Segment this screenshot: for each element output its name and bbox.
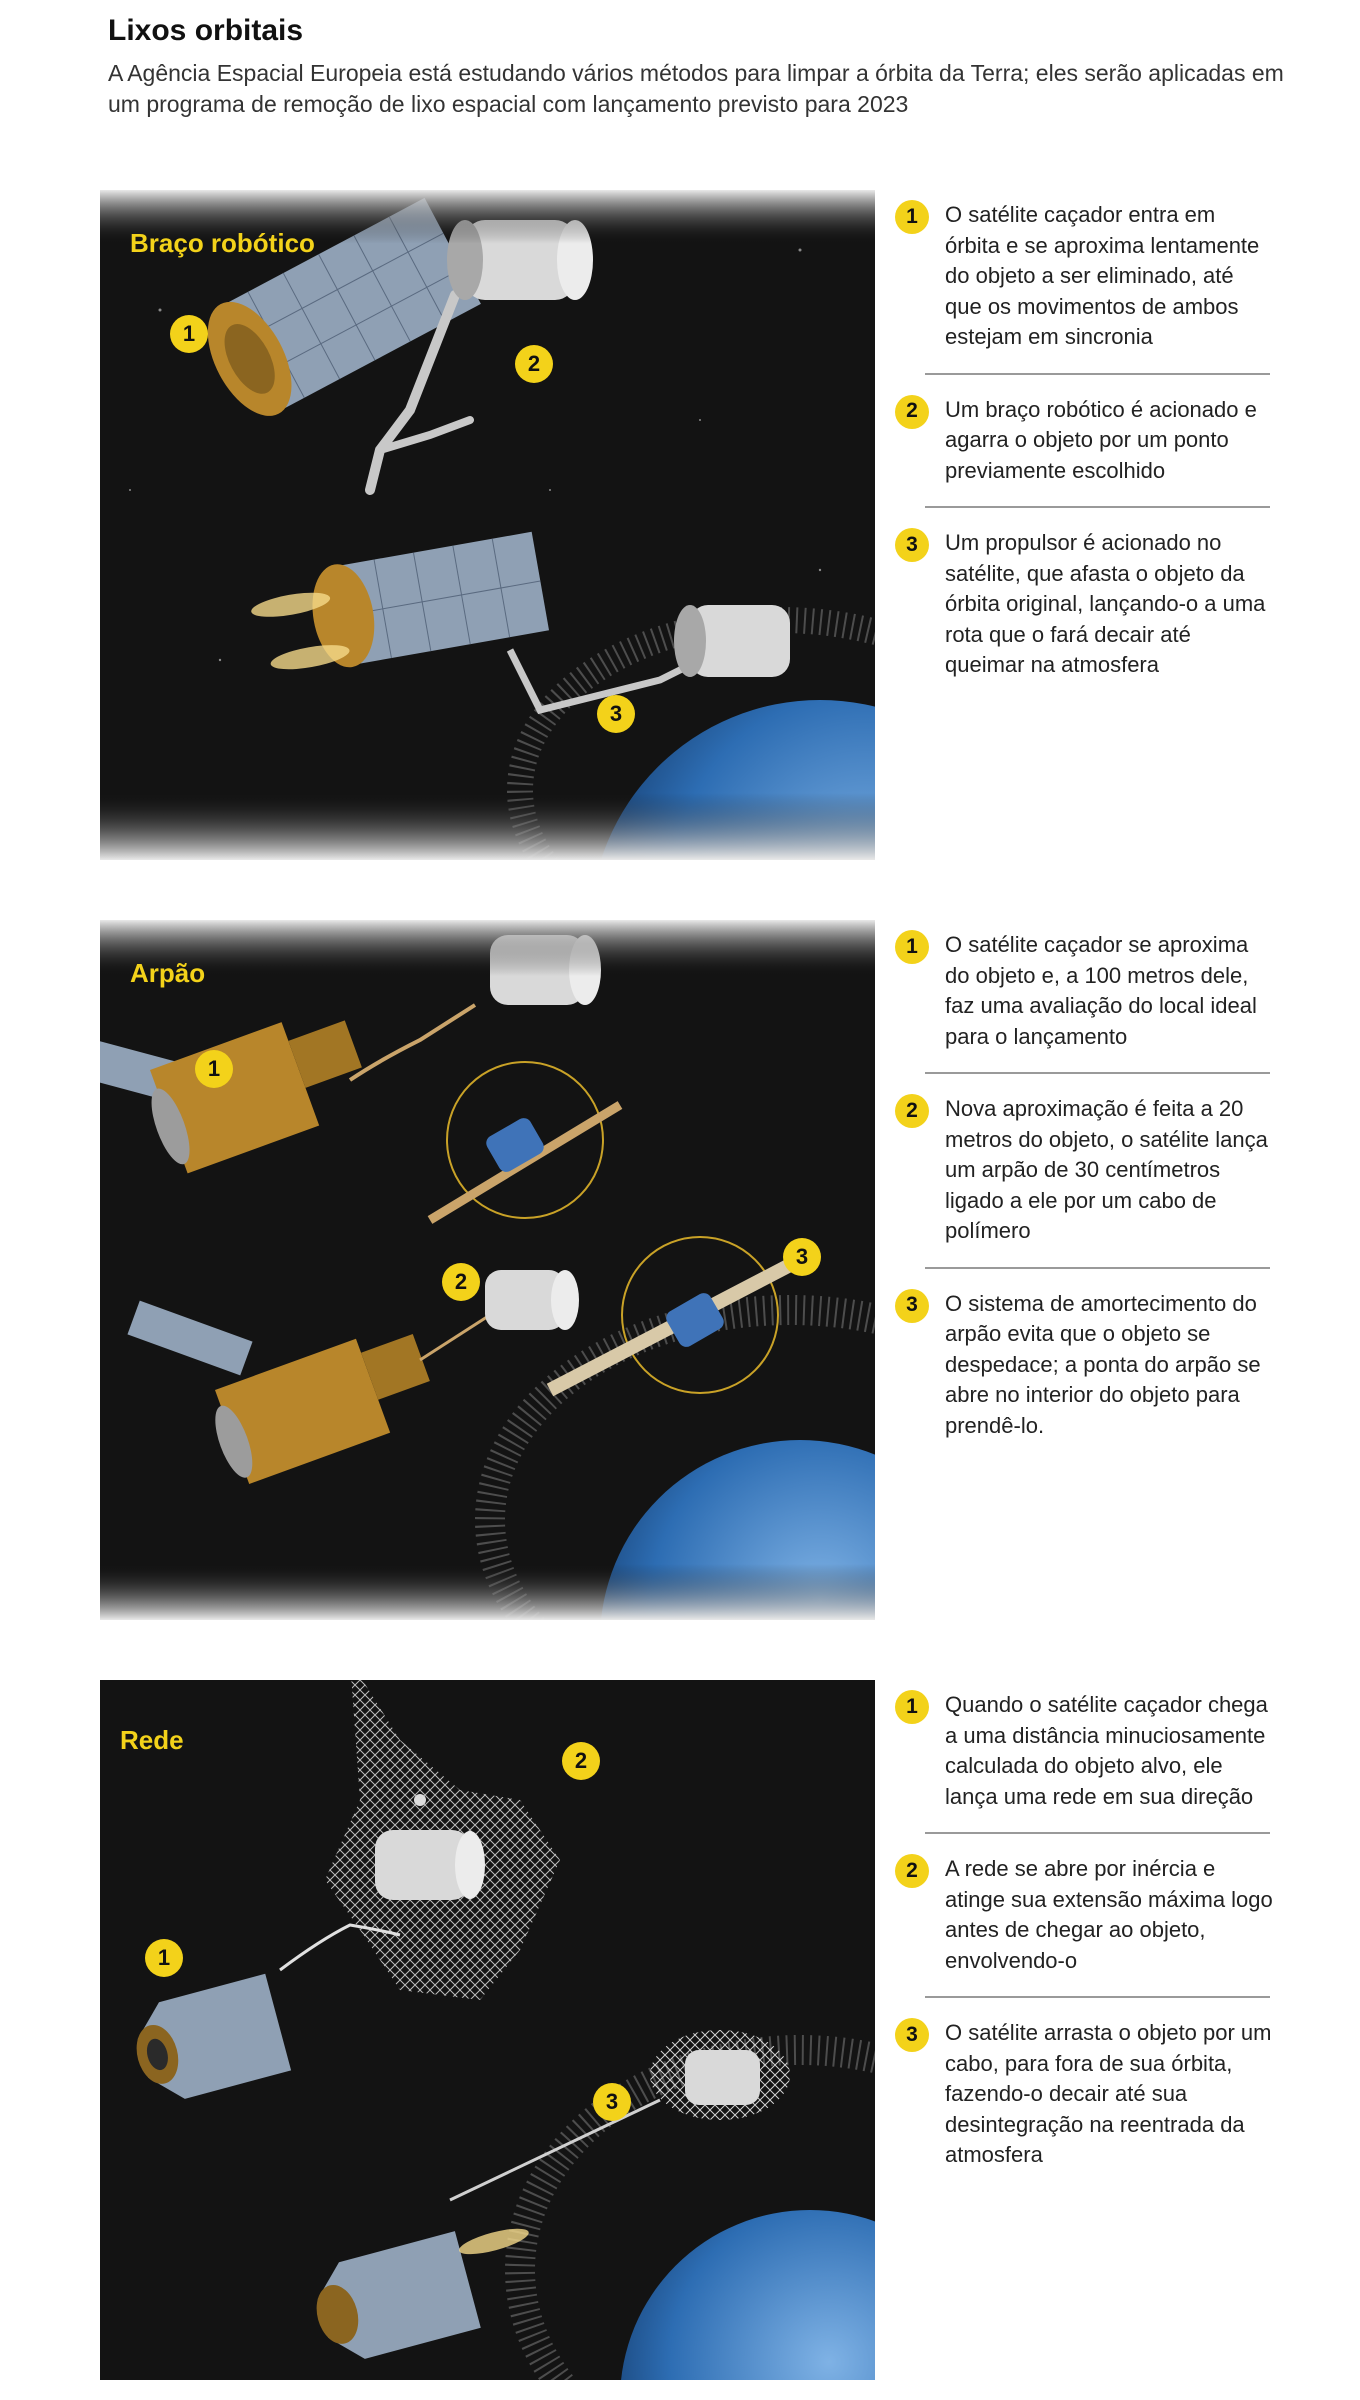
step-text: Nova aproximação é feita a 20 metros do objeto, o satélite lança um arpão de 30 centímetros ligado a ele por um cabo de polímero xyxy=(945,1096,1268,1243)
divider xyxy=(925,1996,1270,1998)
scene-badge-2: 2 xyxy=(442,1263,480,1301)
step-1 xyxy=(895,1690,1275,1812)
divider xyxy=(925,373,1270,375)
step-badge: 2 xyxy=(895,1854,929,1888)
harpoon-steps xyxy=(895,930,1275,1441)
step-text: A rede se abre por inércia e atinge sua extensão máxima logo antes de chegar ao objeto, envolvendo-o xyxy=(945,1856,1273,1973)
robotic-arm-illustration xyxy=(100,190,875,860)
net-illustration xyxy=(100,1680,875,2380)
step-text: Um braço robótico é acionado e agarra o objeto por um ponto previamente escolhido xyxy=(945,396,1257,483)
divider xyxy=(925,506,1270,508)
debris-object xyxy=(375,1830,485,1900)
divider xyxy=(925,1267,1270,1269)
step-badge: 1 xyxy=(895,1690,929,1724)
panel-title: Rede xyxy=(120,1725,184,1755)
step-badge: 3 xyxy=(895,2018,929,2052)
step-1 xyxy=(895,930,1275,1052)
panel-title: Braço robótico xyxy=(130,228,315,258)
divider xyxy=(925,1832,1270,1834)
step-badge: 1 xyxy=(895,200,929,234)
scene-badge-3: 3 xyxy=(597,695,635,733)
step-1 xyxy=(895,200,1275,353)
step-3 xyxy=(895,528,1275,681)
step-3 xyxy=(895,1289,1275,1442)
page-subtitle: A Agência Espacial Europeia está estudando vários métodos para limpar a órbita da Terra; eles serão aplicadas em um programa de remoção de lixo espacial com lançamento previsto para 2023 xyxy=(108,60,1284,117)
page-title: Lixos orbitais xyxy=(108,14,304,47)
net-steps xyxy=(895,1690,1275,2171)
step-text: Quando o satélite caçador chega a uma distância minuciosamente calculada do objeto alvo, ele lança uma rede em sua direção xyxy=(945,1692,1268,1809)
harpoon-scene xyxy=(100,920,875,1620)
harpoon-illustration xyxy=(100,920,875,1620)
scene-badge-1: 1 xyxy=(145,1939,183,1977)
scene-badge-3: 3 xyxy=(593,2083,631,2121)
scene-badge-2: 2 xyxy=(562,1742,600,1780)
net-scene xyxy=(100,1680,875,2380)
scene-badge-2: 2 xyxy=(515,345,553,383)
robotic-arm-steps xyxy=(895,200,1275,681)
step-2 xyxy=(895,395,1275,487)
step-3 xyxy=(895,2018,1275,2171)
step-text: Um propulsor é acionado no satélite, que afasta o objeto da órbita original, lançando-o a uma rota que o fará decair até queimar na atmosfera xyxy=(945,530,1266,677)
step-text: O satélite caçador se aproxima do objeto e, a 100 metros dele, faz uma avaliação do local ideal para o lançamento xyxy=(945,932,1257,1049)
panel-title: Arpão xyxy=(130,958,206,988)
step-2 xyxy=(895,1094,1275,1247)
step-text: O satélite caçador entra em órbita e se aproxima lentamente do objeto a ser eliminado, até que os movimentos de ambos estejam em sincronia xyxy=(945,202,1260,349)
step-badge: 3 xyxy=(895,1289,929,1323)
captured-object xyxy=(685,2050,760,2105)
step-badge: 2 xyxy=(895,395,929,429)
step-badge: 2 xyxy=(895,1094,929,1128)
robotic-arm-scene xyxy=(100,190,875,860)
scene-badge-1: 1 xyxy=(170,315,208,353)
scene-badge-3: 3 xyxy=(783,1238,821,1276)
step-2 xyxy=(895,1854,1275,1976)
step-badge: 1 xyxy=(895,930,929,964)
step-text: O sistema de amortecimento do arpão evita que o objeto se despedace; a ponta do arpão se abre no interior do objeto para prendê-lo. xyxy=(945,1290,1261,1438)
divider xyxy=(925,1072,1270,1074)
scene-badge-1: 1 xyxy=(195,1050,233,1088)
step-badge: 3 xyxy=(895,528,929,562)
step-text: O satélite arrasta o objeto por um cabo, para fora de sua órbita, fazendo-o decair até sua desintegração na reentrada da atmosfera xyxy=(945,2020,1272,2167)
